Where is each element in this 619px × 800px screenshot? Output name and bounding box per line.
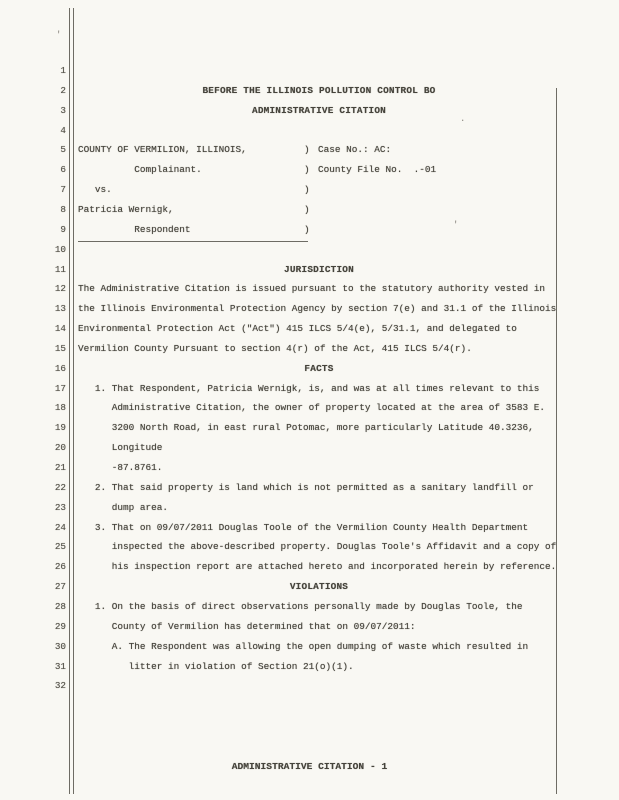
line-number: 13: [54, 303, 66, 315]
line-number: 32: [54, 680, 66, 692]
section-heading: VIOLATIONS: [289, 581, 349, 593]
doc-line: 2. That said property is land which is not permitted as a sanitary landfill or: [78, 481, 534, 493]
line-number: 24: [54, 521, 66, 533]
caption-underline: [78, 241, 308, 242]
caption-party-text: vs.: [78, 184, 112, 196]
line-number: 29: [54, 620, 66, 632]
line-number: 25: [54, 541, 66, 553]
line-number: 9: [60, 223, 66, 235]
line-number: 14: [54, 323, 66, 335]
section-heading: JURISDICTION: [284, 263, 354, 275]
line-number: 10: [54, 243, 66, 255]
blank-line: [78, 121, 560, 141]
caption-party-text: COUNTY OF VERMILION, ILLINOIS,: [78, 144, 247, 156]
line-number: 23: [54, 501, 66, 513]
blank-line: [78, 676, 560, 696]
caption-paren-separator: ): [304, 144, 310, 156]
caption-party-text: Patricia Wernigk,: [78, 203, 174, 215]
scan-speck: .: [460, 114, 466, 124]
line-number: 4: [60, 124, 66, 136]
caption-party-text: Complainant.: [78, 164, 202, 176]
doc-line: -87.8761.: [78, 462, 163, 473]
line-number: 19: [54, 422, 66, 434]
blank-line: [78, 61, 560, 81]
pleading-left-rule-inner: [73, 8, 74, 794]
blank-line: [78, 240, 560, 260]
pleading-left-rule-outer: [69, 8, 70, 794]
scan-speck: ': [56, 30, 62, 40]
doc-line: Longitude: [78, 442, 163, 454]
caption-row: [78, 160, 560, 180]
caption-row: [78, 200, 560, 220]
doc-line: his inspection report are attached hereto and incorporated herein by reference.: [78, 561, 557, 573]
caption-paren-separator: ): [304, 164, 310, 176]
doc-line: litter in violation of Section 21(o)(1).: [78, 660, 354, 672]
line-number: 30: [54, 640, 66, 652]
line-number: 18: [54, 402, 66, 414]
doc-line: Vermilion County Pursuant to section 4(r) of the Act, 415 ILCS 5/4(r).: [78, 342, 472, 354]
line-number: 22: [54, 481, 66, 493]
line-number: 6: [60, 164, 66, 176]
doc-line: A. The Respondent was allowing the open dumping of waste which resulted in: [78, 640, 529, 652]
doc-line: dump area.: [78, 501, 169, 513]
line-number: 20: [54, 442, 66, 454]
caption-party-text: Respondent: [78, 223, 191, 235]
line-number: 11: [54, 263, 66, 275]
section-heading: FACTS: [304, 362, 334, 374]
caption-row: [78, 140, 560, 160]
caption-case-number-text: County File No. .-01: [318, 164, 437, 176]
doc-line: 3. That on 09/07/2011 Douglas Toole of the Vermilion County Health Department: [78, 521, 529, 533]
line-number: 31: [54, 660, 66, 672]
line-number: 2: [60, 84, 66, 96]
section-heading: ADMINISTRATIVE CITATION: [252, 104, 386, 116]
caption-paren-separator: ): [304, 184, 310, 196]
line-number: 16: [54, 362, 66, 374]
doc-line: the Illinois Environmental Protection Agency by section 7(e) and 31.1 of the Illinois: [78, 303, 557, 315]
doc-line: Administrative Citation, the owner of property located at the area of 3583 E.: [78, 402, 545, 414]
doc-line: Environmental Protection Act ("Act") 415 ILCS 5/4(e), 5/31.1, and delegated to: [78, 323, 517, 335]
line-number: 7: [60, 184, 66, 196]
section-heading: BEFORE THE ILLINOIS POLLUTION CONTROL BO: [202, 84, 436, 96]
line-number: 8: [60, 203, 66, 215]
line-number-column: [0, 61, 66, 721]
doc-line: 3200 North Road, in east rural Potomac, more particularly Latitude 40.3236,: [78, 422, 534, 434]
document-content: [78, 61, 560, 721]
doc-line: County of Vermilion has determined that on 09/07/2011:: [78, 620, 416, 632]
caption-paren-separator: ): [304, 223, 310, 235]
caption-paren-separator: ): [304, 203, 310, 215]
doc-line: The Administrative Citation is issued pursuant to the statutory authority vested in: [78, 283, 545, 295]
line-number: 1: [60, 65, 66, 76]
line-number: 28: [54, 600, 66, 612]
line-number: 12: [54, 283, 66, 295]
line-number: 17: [54, 382, 66, 394]
caption-case-number-text: Case No.: AC:: [318, 144, 392, 156]
scan-speck: ': [453, 220, 459, 230]
line-number: 26: [54, 561, 66, 573]
line-number: 27: [54, 581, 66, 593]
doc-line: 1. On the basis of direct observations personally made by Douglas Toole, the: [78, 600, 523, 612]
line-number: 3: [60, 104, 66, 116]
caption-row: [78, 180, 560, 200]
doc-line: inspected the above-described property. Douglas Toole's Affidavit and a copy of: [78, 541, 557, 553]
line-number: 5: [60, 144, 66, 156]
page-footer: ADMINISTRATIVE CITATION - 1: [231, 761, 388, 772]
line-number: 21: [54, 462, 66, 473]
line-number: 15: [54, 342, 66, 354]
caption-row: [78, 220, 560, 240]
doc-line: 1. That Respondent, Patricia Wernigk, is, and was at all times relevant to this: [78, 382, 540, 394]
